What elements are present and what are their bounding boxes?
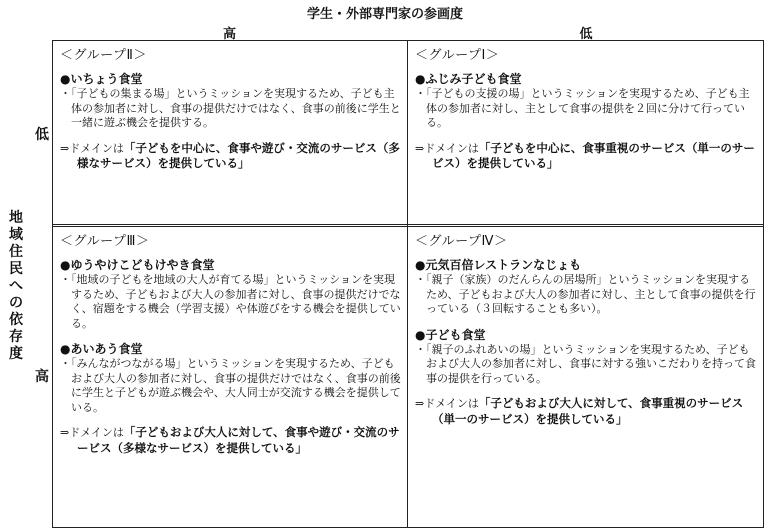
quadrant-title: ＜グループⅢ＞	[60, 234, 150, 249]
quadrant-title: ＜グループⅠ＞	[415, 48, 500, 63]
entry-description: ・「地域の子どもを地域の大人が育てる場」というミッションを実現するため、子どもおよび大人の参加者に対し、食事の提供だけでなく、宿題をする機会（学習支援）や体遊びをする機会を提供している。	[60, 273, 401, 330]
row-label-low: 低	[35, 127, 49, 143]
domain-highlight: 「子どもを中心に、食事や遊び・交流のサービス（多様なサービス）を提供している」	[77, 140, 400, 170]
quadrant-group-3	[53, 227, 407, 527]
entry-description: ・「みんながつながる場」というミッションを実現するため、子どもおよび大人の参加者に対し、食事の提供だけではなく、食事の前後に学生と子どもが遊ぶ機会や、大人同士が交流する機会を提供している。	[60, 357, 401, 414]
domain-highlight: 「子どもおよび大人に対して、食事や遊び・交流のサービス（多様なサービス）を提供している」	[77, 425, 400, 455]
quadrant-title: ＜グループⅣ＞	[415, 234, 508, 249]
domain-statement	[415, 396, 757, 427]
entry-description: ・「親子のふれあいの場」というミッションを実現するため、子どもおよび大人の参加者に対し、食事に対する強いこだわりを持って食事の提供を行っている。	[415, 342, 756, 385]
domain-prefix: ⇒ドメインは	[415, 141, 479, 155]
list-item	[415, 71, 757, 131]
list-item	[415, 257, 757, 317]
domain-highlight: 「子どもを中心に、食事重視のサービス（単一のサービス）を提供している」	[432, 140, 755, 170]
entry-description: ・「親子（家族）のだんらんの居場所」というミッションを実現するため、子どもおよび大人の参加者に対し、主として食事の提供を行っている（３回転することも多い）。	[415, 273, 756, 315]
entry-name: ●子ども食堂	[415, 327, 486, 342]
domain-statement	[415, 141, 757, 172]
domain-highlight: 「子どもおよび大人に対して、食事重視のサービス（単一のサービス）を提供している」	[432, 396, 744, 426]
domain-prefix: ⇒ドメインは	[60, 426, 124, 439]
quadrant-group-2	[53, 41, 407, 224]
entry-description: ・「子どもの支援の場」というミッションを実現するため、子ども主体の参加者に対し、主として食事の提供を２回に分けて行っている。	[415, 87, 750, 129]
quadrant-group-4	[408, 227, 763, 527]
list-item	[60, 341, 401, 415]
entry-name: ●元気百倍レストランなじょも	[415, 258, 582, 272]
entry-description: ・「子どもの集まる場」というミッションを実現するため、子ども主体の参加者に対し、食事の提供だけではなく、食事の前後に学生と一緒に遊ぶ機会を提供する。	[60, 87, 401, 129]
entry-name: ●ゆうやけこどもけやき食堂	[60, 258, 215, 272]
list-item	[415, 327, 757, 387]
domain-prefix: ⇒ドメインは	[60, 141, 124, 155]
entry-name: ●ふじみ子ども食堂	[415, 72, 522, 86]
participation-axis-title: 学生・外部専門家の参画度	[306, 7, 463, 22]
quadrant-group-1	[408, 41, 763, 224]
list-item	[60, 71, 401, 131]
domain-prefix: ⇒ドメインは	[415, 397, 479, 410]
quadrant-title: ＜グループⅡ＞	[60, 48, 147, 63]
entry-name: ●あいあう食堂	[60, 342, 143, 356]
list-item	[60, 257, 401, 331]
row-label-high: 高	[35, 369, 49, 385]
column-label-high: 高	[222, 27, 236, 42]
dependency-axis-label: 地域住民への依存度	[9, 210, 23, 362]
grid-horizontal-divider	[52, 224, 764, 225]
domain-statement	[60, 425, 401, 456]
domain-statement	[60, 141, 401, 172]
column-label-low: 低	[579, 27, 593, 42]
entry-name: ●いちょう食堂	[60, 72, 143, 86]
